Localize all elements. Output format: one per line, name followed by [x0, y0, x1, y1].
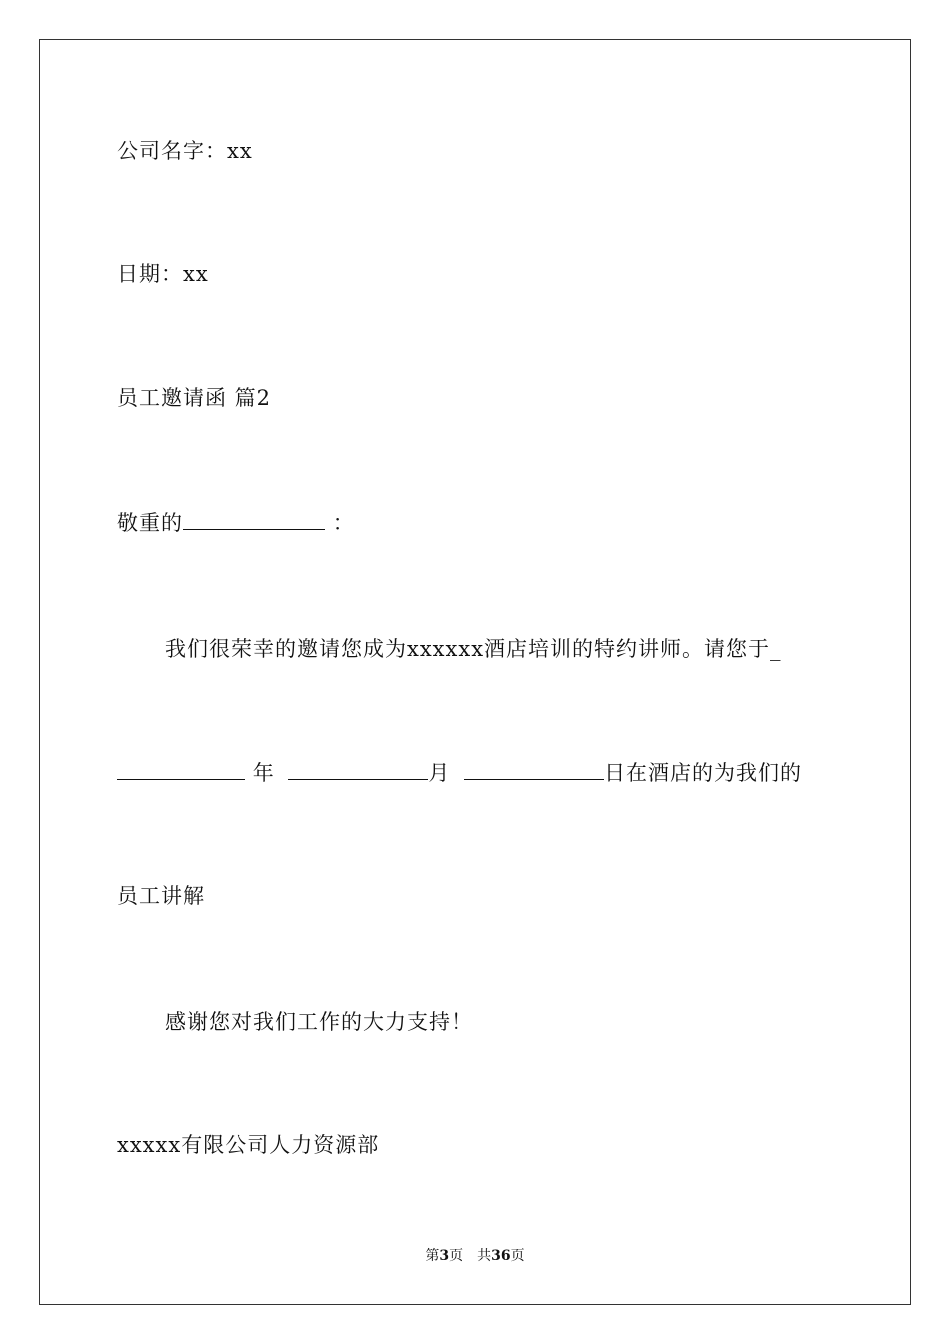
month-label: 月 — [428, 761, 451, 785]
signature-line: xxxxx有限公司人力资源部 — [117, 1133, 380, 1157]
page-footer — [0, 1246, 950, 1266]
body-paragraph-2-rest: 日在酒店的为我们的 — [604, 761, 803, 785]
month-blank — [288, 759, 428, 780]
date-line: 日期：xx — [117, 262, 209, 286]
salutation-suffix: ： — [332, 511, 355, 535]
footer-page-suffix: 页 — [510, 1248, 525, 1264]
recipient-blank — [183, 509, 325, 530]
year-blank — [117, 759, 245, 780]
day-blank — [464, 759, 604, 780]
body-paragraph-2 — [117, 758, 802, 788]
footer-current-page: 3 — [439, 1248, 450, 1264]
footer-total-pages: 36 — [491, 1248, 511, 1264]
section-title: 员工邀请函 篇2 — [117, 386, 272, 410]
year-label: 年 — [252, 761, 275, 785]
body-paragraph-1: 我们很荣幸的邀请您成为xxxxxx酒店培训的特约讲师。请您于_ — [165, 637, 782, 661]
footer-page-prefix: 第 — [425, 1248, 440, 1264]
footer-page-mid: 页 共 — [449, 1248, 492, 1264]
salutation-line — [117, 508, 355, 538]
page-border — [39, 39, 911, 1305]
salutation-prefix: 敬重的 — [117, 511, 183, 535]
company-name-line: 公司名字：xx — [117, 139, 253, 163]
body-paragraph-3: 员工讲解 — [117, 884, 205, 908]
thanks-line: 感谢您对我们工作的大力支持！ — [165, 1010, 473, 1034]
